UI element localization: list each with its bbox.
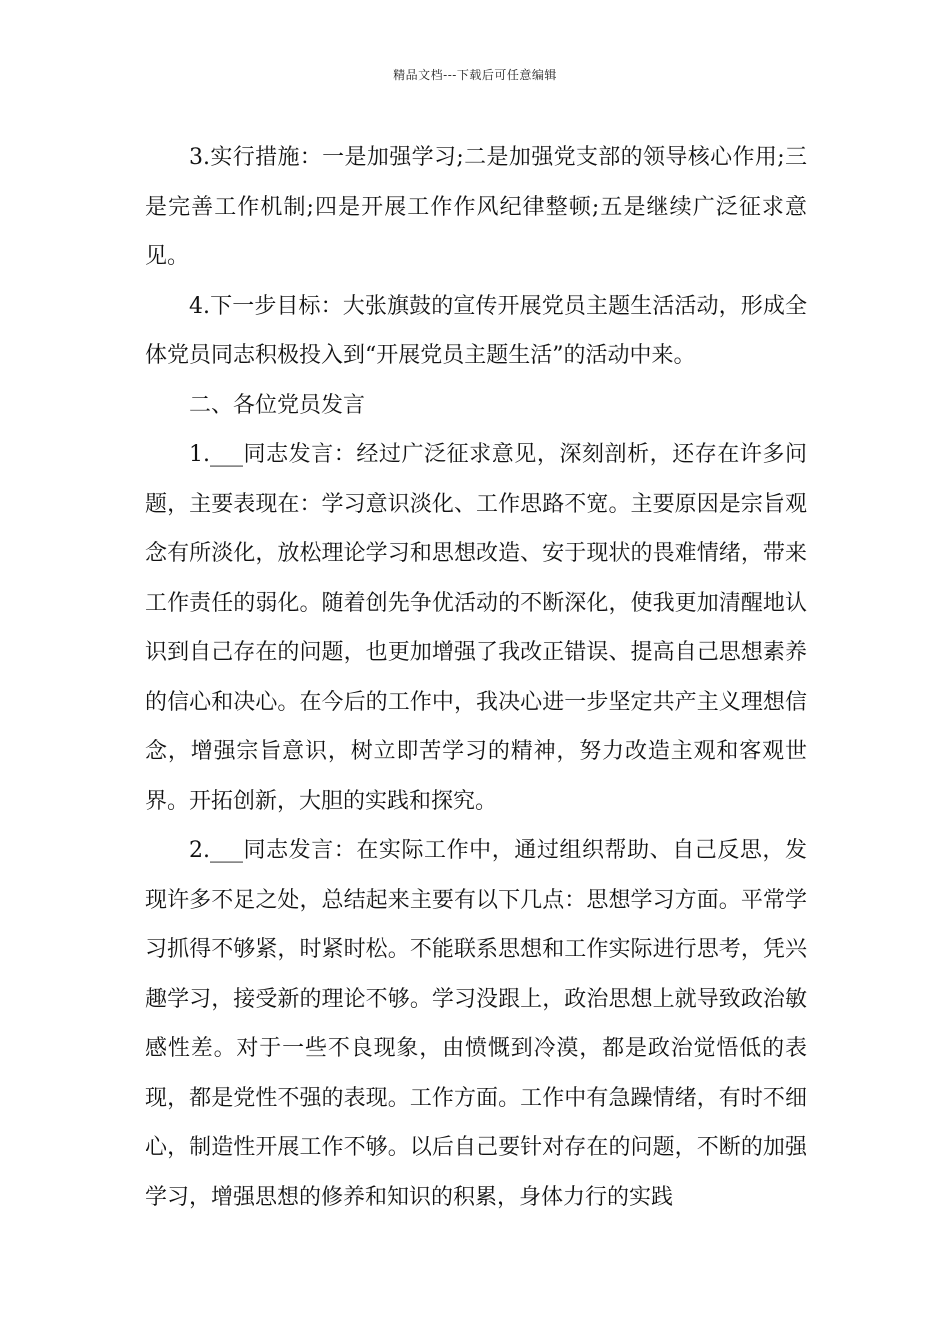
- document-body: [145, 133, 807, 1222]
- section-heading-speeches: 二、各位党员发言: [189, 392, 366, 418]
- paragraph-speech-2: 2.___同志发言：在实际工作中，通过组织帮助、自己反思，发现许多不足之处，总结起来主要有以下几点：思想学习方面。平常学习抓得不够紧，时紧时松。不能联系思想和工作实际进行思考，凭兴趣学习，接受新的理论不够。学习没跟上，政治思想上就导致政治敏感性差。对于一些不良现象，由愤慨到冷漠，都是政治觉悟低的表现，都是党性不强的表现。工作方面。工作中有急躁情绪，有时不细心，制造性开展工作不够。以后自己要针对存在的问题，不断的加强学习，增强思想的修养和知识的积累，身体力行的实践: [145, 838, 807, 1210]
- page-header: 精品文档---下载后可任意编辑: [393, 68, 557, 82]
- paragraph-speech-1: 1.___同志发言：经过广泛征求意见，深刻剖析，还存在许多问题，主要表现在：学习意识淡化、工作思路不宽。主要原因是宗旨观念有所淡化，放松理论学习和思想改造、安于现状的畏难情绪，带来工作责任的弱化。随着创先争优活动的不断深化，使我更加清醒地认识到自己存在的问题，也更加增强了我改正错误、提高自己思想素养的信心和决心。在今后的工作中，我决心进一步坚定共产主义理想信念，增强宗旨意识，树立即苦学习的精神，努力改造主观和客观世界。开拓创新，大胆的实践和探究。: [145, 442, 807, 814]
- paragraph-measures: 3.实行措施：一是加强学习;二是加强党支部的领导核心作用;三是完善工作机制;四是开展工作作风纪律整顿;五是继续广泛征求意见。: [145, 145, 807, 269]
- paragraph-next-goal: 4.下一步目标：大张旗鼓的宣传开展党员主题生活活动，形成全体党员同志积极投入到“开展党员主题生活”的活动中来。: [145, 293, 807, 368]
